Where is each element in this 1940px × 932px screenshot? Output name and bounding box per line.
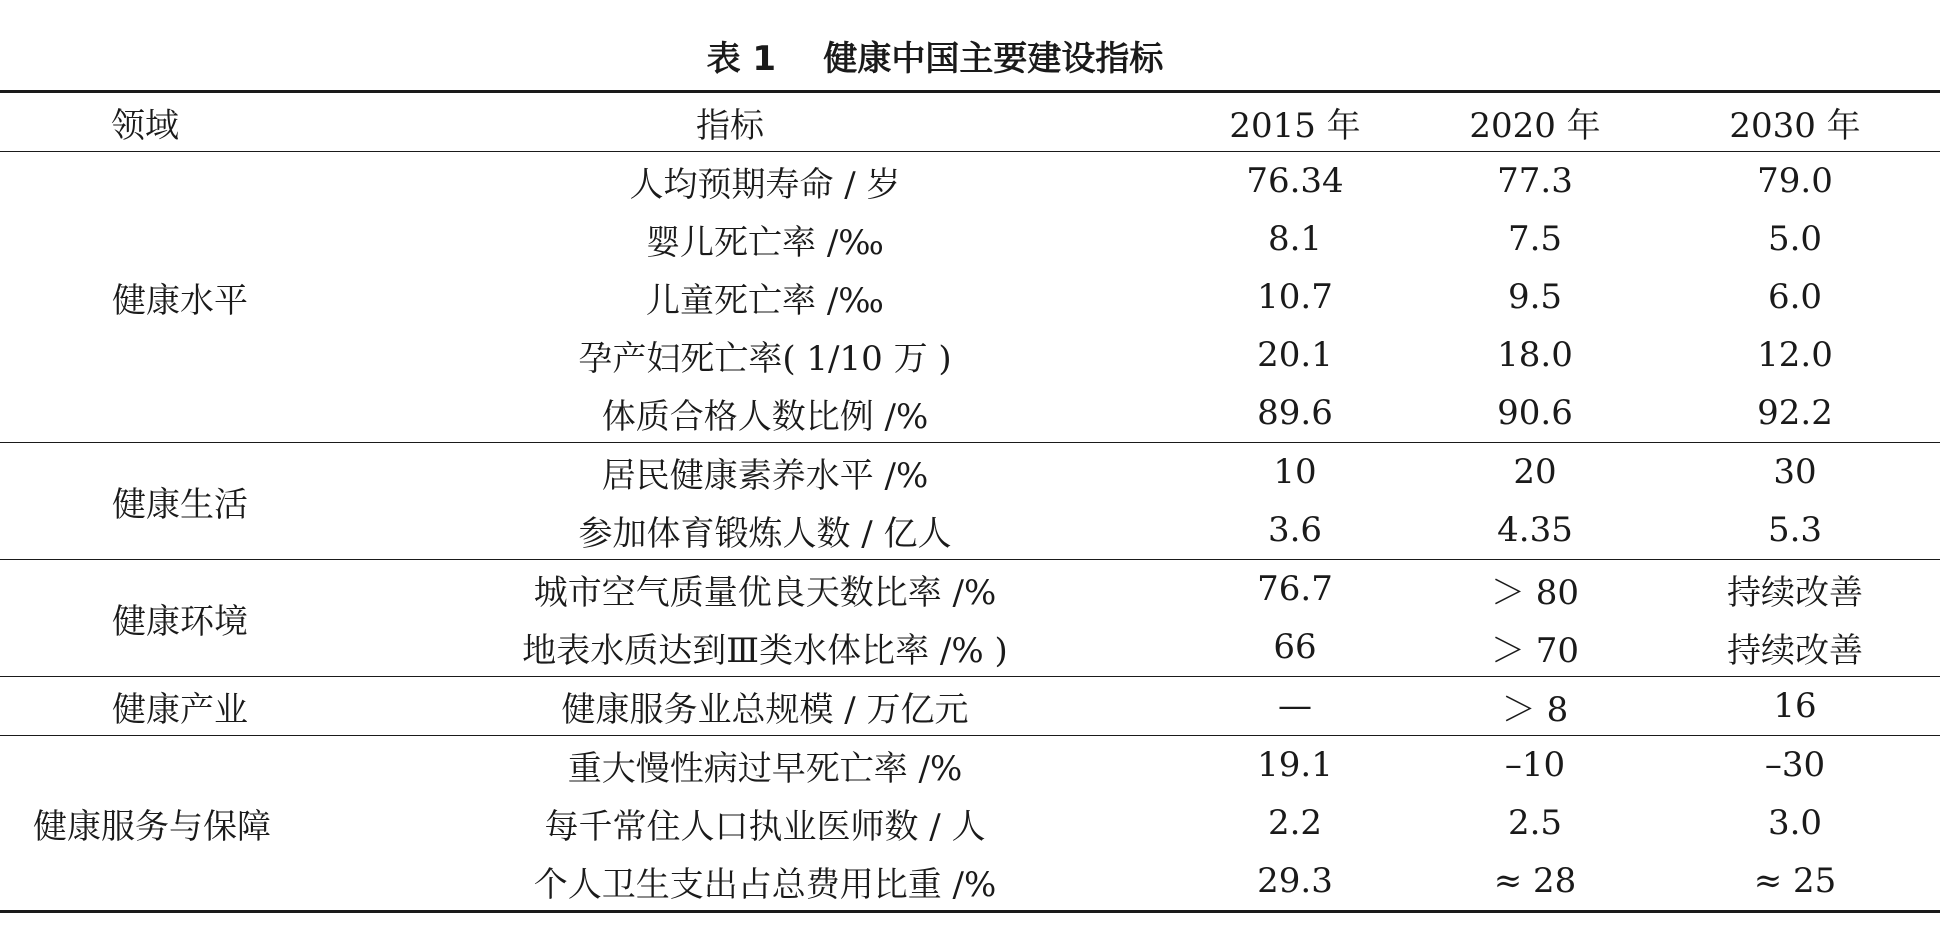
health-indicators-table xyxy=(0,90,1940,913)
indicator-cell: 婴儿死亡率 /‰ xyxy=(646,222,884,263)
table-caption: 表 1 健康中国主要建设指标 xyxy=(706,39,1164,79)
indicator-cell: 参加体育锻炼人数 / 亿人 xyxy=(578,513,952,554)
table-row xyxy=(0,501,1940,560)
value-2015: 8.1 xyxy=(1267,219,1323,259)
indicator-cell: 体质合格人数比例 /% xyxy=(601,396,929,437)
value-2030: –30 xyxy=(1650,736,1940,795)
value-2020: 7.5 xyxy=(1507,219,1563,259)
value-2015: 3.6 xyxy=(1267,510,1323,550)
value-2020: 9.5 xyxy=(1507,277,1563,317)
indicator-cell: 居民健康素养水平 /% xyxy=(290,443,1170,502)
table-row xyxy=(0,618,1940,677)
value-2020: 77.3 xyxy=(1497,161,1573,201)
group-health-life xyxy=(0,443,1940,560)
value-2020: –10 xyxy=(1420,736,1650,795)
table-row xyxy=(0,268,1940,326)
table-header-row xyxy=(0,92,1940,152)
table-row xyxy=(0,794,1940,852)
domain-cell: 健康生活 xyxy=(0,443,290,560)
value-2015: 10 xyxy=(1170,443,1420,502)
value-2030: 92.2 xyxy=(1757,393,1833,433)
value-2020: 2.5 xyxy=(1507,803,1563,843)
domain-cell: 健康环境 xyxy=(0,560,290,677)
table-row xyxy=(0,326,1940,384)
value-2020: 90.6 xyxy=(1497,393,1573,433)
table-row xyxy=(0,852,1940,912)
value-2030: 5.0 xyxy=(1767,219,1823,259)
indicator-cell: 个人卫生支出占总费用比重 /% xyxy=(533,864,997,905)
domain-cell: 健康服务与保障 xyxy=(0,736,290,912)
domain-cell: 健康产业 xyxy=(0,677,290,736)
value-2030: 79.0 xyxy=(1757,161,1833,201)
table-row xyxy=(0,736,1940,795)
header-domain: 领域 xyxy=(0,92,290,152)
table-row xyxy=(0,210,1940,268)
indicator-cell: 健康服务业总规模 / 万亿元 xyxy=(290,677,1170,736)
table-row xyxy=(0,152,1940,211)
value-2030: 30 xyxy=(1650,443,1940,502)
value-2020: ＞ 70 xyxy=(1490,630,1580,671)
value-2015: 19.1 xyxy=(1170,736,1420,795)
group-health-level xyxy=(0,152,1940,443)
value-2020: ＞ 80 xyxy=(1420,560,1650,619)
value-2015: — xyxy=(1170,677,1420,736)
value-2015: 10.7 xyxy=(1257,277,1333,317)
indicator-cell: 重大慢性病过早死亡率 /% xyxy=(290,736,1170,795)
value-2015: 66 xyxy=(1273,627,1317,667)
header-2020: 2020 年 xyxy=(1420,92,1650,152)
indicator-cell: 孕产妇死亡率( 1/10 万 ) xyxy=(578,338,952,379)
value-2030: ≈ 25 xyxy=(1753,861,1837,901)
indicator-cell: 地表水质达到Ⅲ类水体比率 /% ) xyxy=(522,630,1008,671)
value-2015: 76.34 xyxy=(1246,161,1344,201)
header-2030: 2030 年 xyxy=(1650,92,1940,152)
value-2030: 5.3 xyxy=(1767,510,1823,550)
value-2030: 持续改善 xyxy=(1650,560,1940,619)
value-2015: 29.3 xyxy=(1257,861,1333,901)
value-2015: 89.6 xyxy=(1257,393,1333,433)
value-2020: ＞ 8 xyxy=(1420,677,1650,736)
value-2030: 持续改善 xyxy=(1727,630,1863,671)
value-2015: 76.7 xyxy=(1170,560,1420,619)
value-2020: 18.0 xyxy=(1497,335,1573,375)
header-2015: 2015 年 xyxy=(1170,92,1420,152)
value-2015: 20.1 xyxy=(1257,335,1333,375)
indicator-cell: 儿童死亡率 /‰ xyxy=(646,280,884,321)
value-2020: 20 xyxy=(1420,443,1650,502)
value-2020: ≈ 28 xyxy=(1493,861,1577,901)
header-indicator: 指标 xyxy=(290,92,1170,152)
domain-cell: 健康水平 xyxy=(112,280,248,321)
table-row xyxy=(0,560,1940,619)
value-2030: 12.0 xyxy=(1757,335,1833,375)
table-row xyxy=(0,677,1940,736)
indicator-cell: 每千常住人口执业医师数 / 人 xyxy=(544,806,986,847)
indicator-cell: 人均预期寿命 / 岁 xyxy=(629,164,901,205)
value-2015: 2.2 xyxy=(1267,803,1323,843)
indicator-cell: 城市空气质量优良天数比率 /% xyxy=(290,560,1170,619)
group-health-environment xyxy=(0,560,1940,677)
value-2020: 4.35 xyxy=(1497,510,1573,550)
value-2030: 3.0 xyxy=(1767,803,1823,843)
table-row xyxy=(0,443,1940,502)
group-health-industry xyxy=(0,677,1940,736)
value-2030: 16 xyxy=(1650,677,1940,736)
value-2030: 6.0 xyxy=(1767,277,1823,317)
table-row xyxy=(0,384,1940,443)
group-health-services xyxy=(0,736,1940,912)
